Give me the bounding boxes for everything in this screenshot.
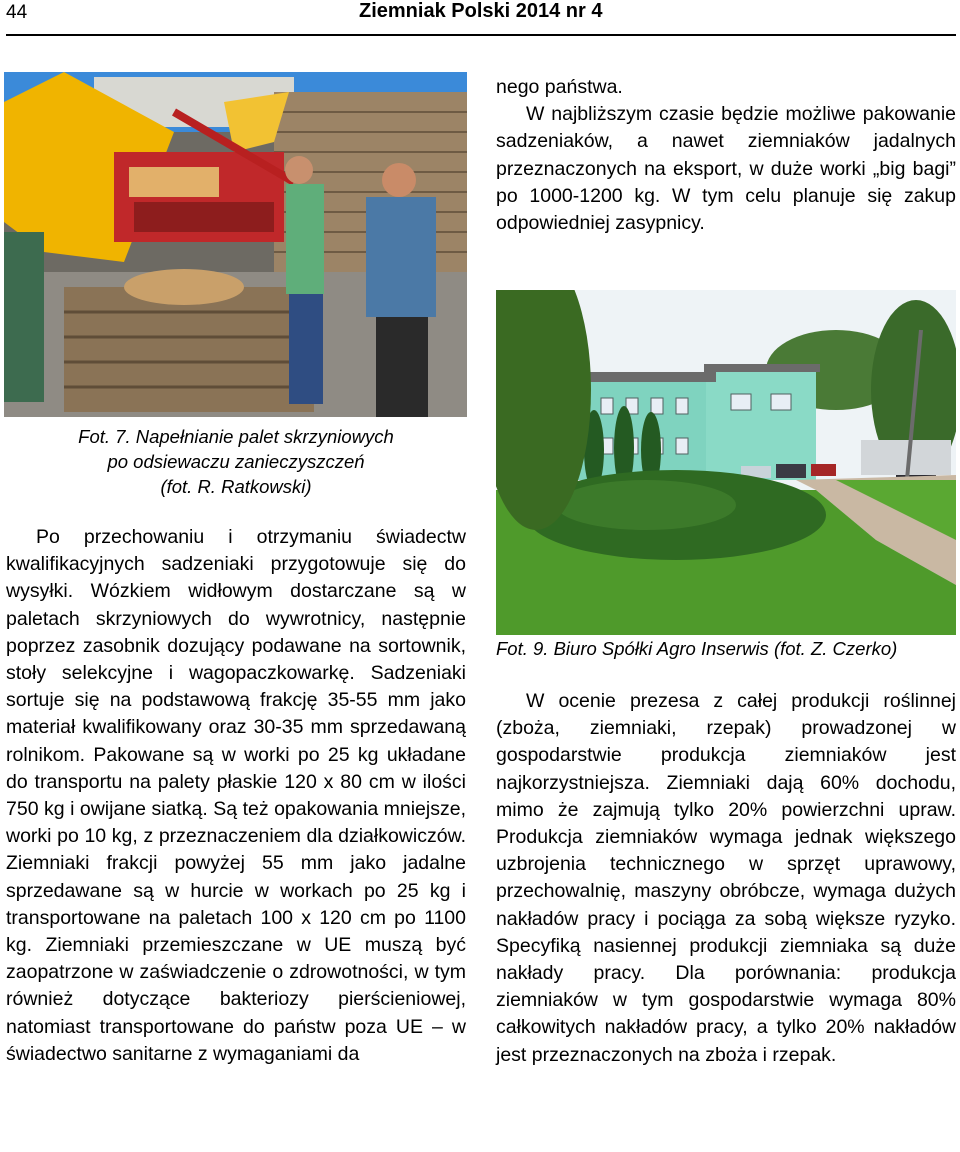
page-header (6, 0, 956, 36)
paragraph-continuation: nego państwa. (496, 76, 623, 98)
body-paragraph-left (6, 524, 466, 1068)
photo-potato-sorting (4, 72, 467, 417)
caption-line: po odsiewaczu zanieczyszczeń (107, 451, 365, 472)
figure-caption-7 (40, 424, 432, 499)
paragraph: Po przechowaniu i otrzymaniu świadectw kwalifikacyjnych sadzeniaki przygotowuje się do wysyłki. Wózkiem widłowym dostarczane są w paletach skrzyniowych do wywrotnicy, następnie poprzez zasobnik dozujący podawane na sortownik, stoły selekcyjne i wagopaczkowarkę. Sadzeniaki sortuje się na podstawową frakcję 35-55 mm jako materiał kwalifikowany oraz 30-35 mm sprzedawaną rolnikom. Pakowane są w worki po 25 kg układane do transportu na palety płaskie 120 x 80 cm w ilości 750 kg i owijane siatką. Są też opakowania mniejsze, worki po 10 kg, z przeznaczeniem dla działkowiczów. Ziemniaki frakcji powyżej 55 mm jako jadalne sprzedawane są w hurcie w workach po 25 kg i transportowane na paletach 100 x 120 cm po 1100 kg. Ziemniaki przemieszczane w UE muszą być zaopatrzone w zaświadczenie o zdrowotności, w tym również dotyczące bakteriozy pierścieniowej, natomiast transportowane do państw poza UE – w świadectwo sanitarne z wymaganiami da (6, 526, 466, 1065)
body-paragraph-right-top (496, 74, 956, 237)
photo-office-building (496, 290, 956, 635)
journal-title: Ziemniak Polski 2014 nr 4 (359, 0, 603, 22)
caption-line: Fot. 9. Biuro Spółki Agro Inserwis (fot. Z. Czerko) (496, 638, 898, 659)
paragraph: W ocenie prezesa z całej produkcji roślinnej (zboża, ziemniaki, rzepak) prowadzonej w gospodarstwie produkcja ziemniaków jest najkorzystniejsza. Ziemniaki dają 60% dochodu, mimo że zajmują tylko 20% powierzchni upraw. Produkcja ziemniaków wymaga jednak większego uzbrojenia technicznego w sprzęt uprawowy, przechowalnię, maszyny obróbcze, wymaga dużych nakładów pracy i pociąga za sobą większe ryzyko. Specyfiką nasiennej produkcji ziemniaka są duże nakłady pracy. Dla porównania: produkcja ziemniaków w tym gospodarstwie wymaga 80% całkowitych nakładów pracy, a tylko 20% nakładów jest przeznaczonych na zboża i rzepak. (496, 690, 956, 1066)
paragraph: W najbliższym czasie będzie możliwe pakowanie sadzeniaków, a nawet ziemniaków jadalnych przeznaczonych na eksport, w duże worki „big bagi” po 1000-1200 kg. W tym celu planuje się zakup odpowiedniej zasypnicy. (496, 103, 956, 235)
caption-line: (fot. R. Ratkowski) (160, 476, 312, 497)
page-number: 44 (6, 2, 28, 23)
caption-line: Fot. 7. Napełnianie palet skrzyniowych (78, 426, 394, 447)
body-paragraph-right (496, 688, 956, 1069)
figure-caption-9 (496, 636, 956, 661)
